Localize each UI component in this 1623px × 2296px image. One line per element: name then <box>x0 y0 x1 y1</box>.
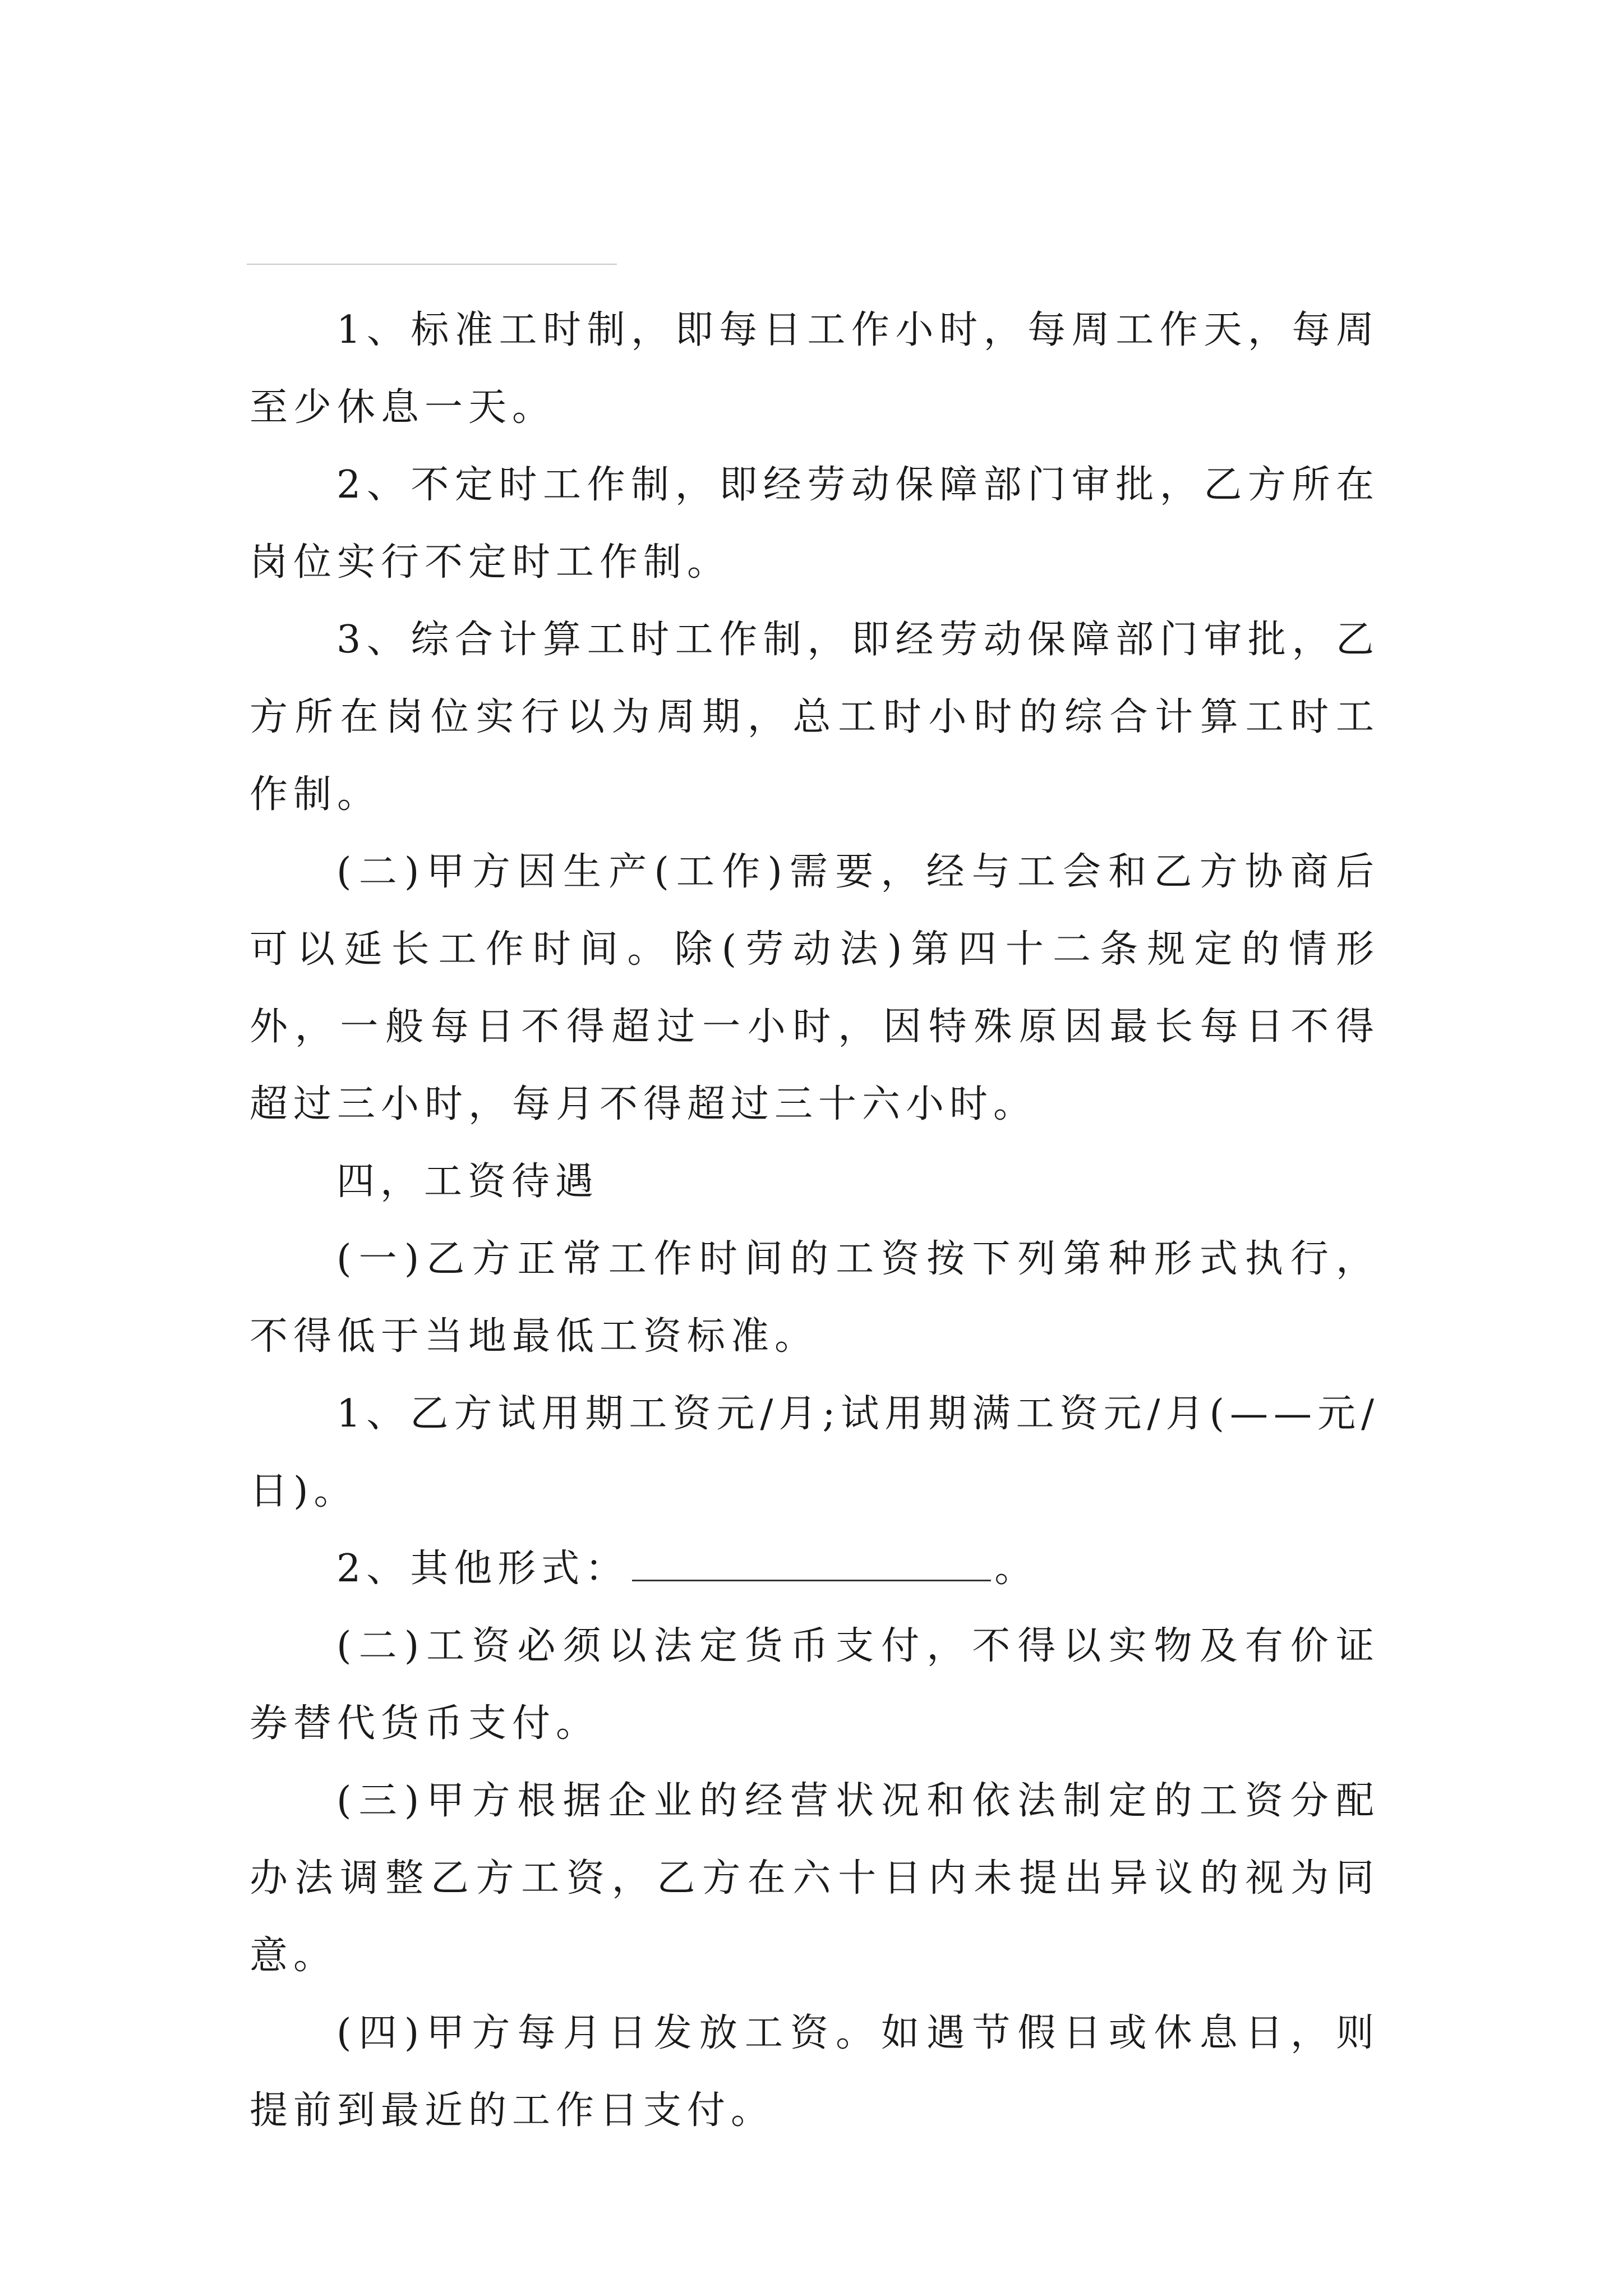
paragraph-wage-form: (一)乙方正常工作时间的工资按下列第种形式执行，不得低于当地最低工资标准。 <box>250 1237 1380 1359</box>
paragraph-standard-hours: 1、标准工时制，即每日工作小时，每周工作天，每周至少休息一天。 <box>250 308 1380 430</box>
other-form-label: 2、其他形式： <box>336 1547 629 1591</box>
paragraph-comprehensive-hours: 3、综合计算工时工作制，即经劳动保障部门审批，乙方所在岗位实行以为周期，总工时小时的综合计算工时工作制。 <box>250 618 1380 817</box>
other-form-end: 。 <box>994 1547 1039 1591</box>
section-heading-wages: 四，工资待遇 <box>336 1159 600 1204</box>
paragraph-currency-payment: (二)工资必须以法定货币支付，不得以实物及有价证券替代货币支付。 <box>250 1624 1380 1746</box>
paragraph-probation-wage: 1、乙方试用期工资元/月;试用期满工资元/月(——元/日)。 <box>250 1392 1380 1513</box>
document-body <box>250 292 1380 2150</box>
header-divider <box>247 264 617 265</box>
paragraph-overtime: (二)甲方因生产(工作)需要，经与工会和乙方协商后可以延长工作时间。除(劳动法)第四十二条规定的情形外，一般每日不得超过一小时，因特殊原因最长每日不得超过三小时，每月不得超过三十六小时。 <box>250 850 1380 1126</box>
paragraph-irregular-hours: 2、不定时工作制，即经劳动保障部门审批，乙方所在岗位实行不定时工作制。 <box>250 463 1380 585</box>
paragraph-pay-date: (四)甲方每月日发放工资。如遇节假日或休息日，则提前到最近的工作日支付。 <box>250 2011 1380 2133</box>
paragraph-other-form <box>250 1530 1380 1608</box>
fill-in-blank <box>632 1545 991 1581</box>
paragraph-wage-adjustment: (三)甲方根据企业的经营状况和依法制定的工资分配办法调整乙方工资，乙方在六十日内未提出异议的视为同意。 <box>250 1779 1380 1978</box>
